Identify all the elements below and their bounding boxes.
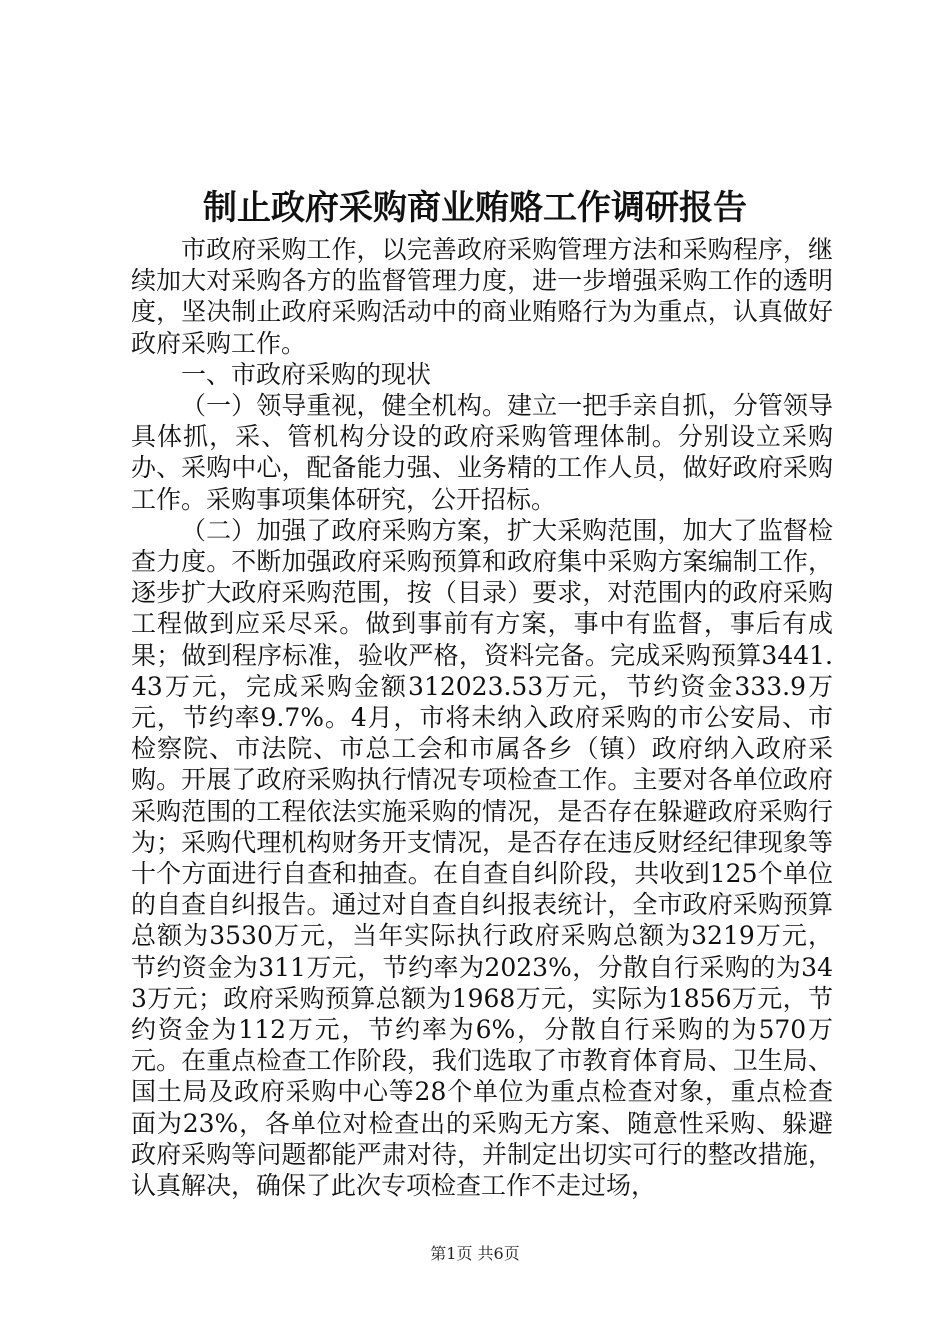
document-body [131,234,833,1201]
paragraph-leadership: （一）领导重视，健全机构。建立一把手亲自抓，分管领导具体抓，采、管机构分设的政府采购管理体制。分别设立采购办、采购中心，配备能力强、业务精的工作人员，做好政府采购工作。采购事项集体研究，公开招标。 [131,391,833,514]
paragraph-procurement-scope: （二）加强了政府采购方案，扩大采购范围，加大了监督检查力度。不断加强政府采购预算和政府集中采购方案编制工作，逐步扩大政府采购范围，按（目录）要求，对范围内的政府采购工程做到应采尽采。做到事前有方案，事中有监督，事后有成果；做到程序标准，验收严格，资料完备。完成采购预算3441.43万元，完成采购金额312023.53万元，节约资金333.9万元，节约率9.7%。4月，市将未纳入政府采购的市公安局、市检察院、市法院、市总工会和市属各乡（镇）政府纳入政府采购。开展了政府采购执行情况专项检查工作。主要对各单位政府采购范围的工程依法实施采购的情况，是否存在躲避政府采购行为；采购代理机构财务开支情况，是否存在违反财经纪律现象等十个方面进行自查和抽查。在自查自纠阶段，共收到125个单位的自查自纠报告。通过对自查自纠报表统计，全市政府采购预算总额为3530万元，当年实际执行政府采购总额为3219万元，节约资金为311万元，节约率为2023%，分散自行采购的为343万元；政府采购预算总额为1968万元，实际为1856万元，节约资金为112万元，节约率为6%，分散自行采购的为570万元。在重点检查工作阶段，我们选取了市教育体育局、卫生局、国土局及政府采购中心等28个单位为重点检查对象，重点检查面为23%，各单位对检查出的采购无方案、随意性采购、躲避政府采购等问题都能严肃对待，并制定出切实可行的整改措施，认真解决，确保了此次专项检查工作不走过场， [131,515,833,1201]
page-footer: 第1页 共6页 [430,1244,520,1263]
paragraph-intro: 市政府采购工作，以完善政府采购管理方法和采购程序，继续加大对采购各方的监督管理力度，进一步增强采购工作的透明度，坚决制止政府采购活动中的商业贿赂行为为重点，认真做好政府采购工作。 [131,235,833,358]
section-heading-status: 一、市政府采购的现状 [181,359,432,389]
document-title: 制止政府采购商业贿赂工作调研报告 [203,188,747,228]
